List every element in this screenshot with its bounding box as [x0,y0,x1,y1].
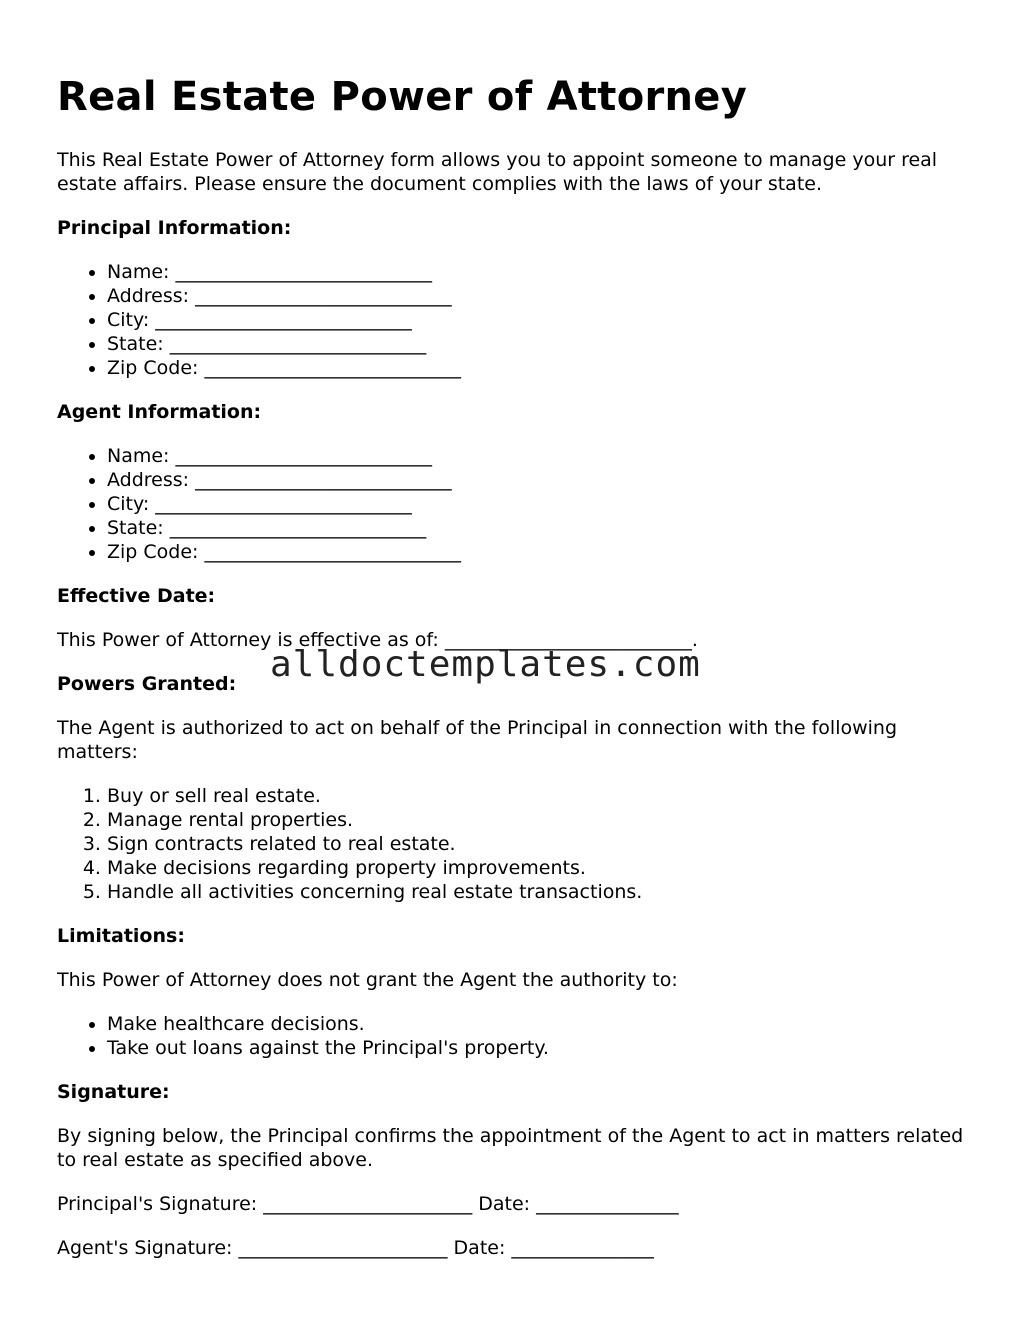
limitations-list [57,1012,967,1060]
effective-date-line: This Power of Attorney is effective as of: __________________________. [57,629,698,651]
watermark: alldoctemplates.com [270,644,701,685]
powers-heading: Powers Granted: [57,673,237,695]
agent-fields-list [57,444,967,564]
principal-fields-list [57,260,967,380]
agent-state-field: • State: ___________________________ [107,516,967,540]
agent-name-field: • Name: ___________________________ [107,444,967,468]
power-item: 1. Buy or sell real estate. [107,784,967,808]
agent-address-field: • Address: ___________________________ [107,468,967,492]
principal-zip-field: • Zip Code: ___________________________ [107,356,967,380]
signature-heading: Signature: [57,1081,170,1103]
signature-paragraph: By signing below, the Principal confirms the appointment of the Agent to act in matters related to real estate as specified above. [57,1125,964,1171]
agent-city-field: • City: ___________________________ [107,492,967,516]
agent-heading: Agent Information: [57,401,262,423]
effective-date-heading: Effective Date: [57,585,216,607]
limitation-item: • Take out loans against the Principal's property. [107,1036,967,1060]
intro-paragraph: This Real Estate Power of Attorney form allows you to appoint someone to manage your real estate affairs. Please ensure the document complies with the laws of your state. [57,149,938,195]
limitation-item: • Make healthcare decisions. [107,1012,967,1036]
agent-signature-line: Agent's Signature: ______________________ Date: _______________ [57,1237,654,1259]
powers-paragraph: The Agent is authorized to act on behalf of the Principal in connection with the following matters: [57,717,898,763]
principal-address-field: • Address: ___________________________ [107,284,967,308]
agent-zip-field: • Zip Code: ___________________________ [107,540,967,564]
power-item: 3. Sign contracts related to real estate. [107,832,967,856]
page-title: Real Estate Power of Attorney [57,74,748,120]
principal-signature-line: Principal's Signature: ______________________ Date: _______________ [57,1193,679,1215]
principal-state-field: • State: ___________________________ [107,332,967,356]
principal-heading: Principal Information: [57,217,292,239]
limitations-paragraph: This Power of Attorney does not grant the Agent the authority to: [57,969,678,991]
limitations-heading: Limitations: [57,925,185,947]
powers-list [57,784,967,904]
power-item: 5. Handle all activities concerning real estate transactions. [107,880,967,904]
power-item: 4. Make decisions regarding property improvements. [107,856,967,880]
principal-city-field: • City: ___________________________ [107,308,967,332]
power-item: 2. Manage rental properties. [107,808,967,832]
principal-name-field: • Name: ___________________________ [107,260,967,284]
